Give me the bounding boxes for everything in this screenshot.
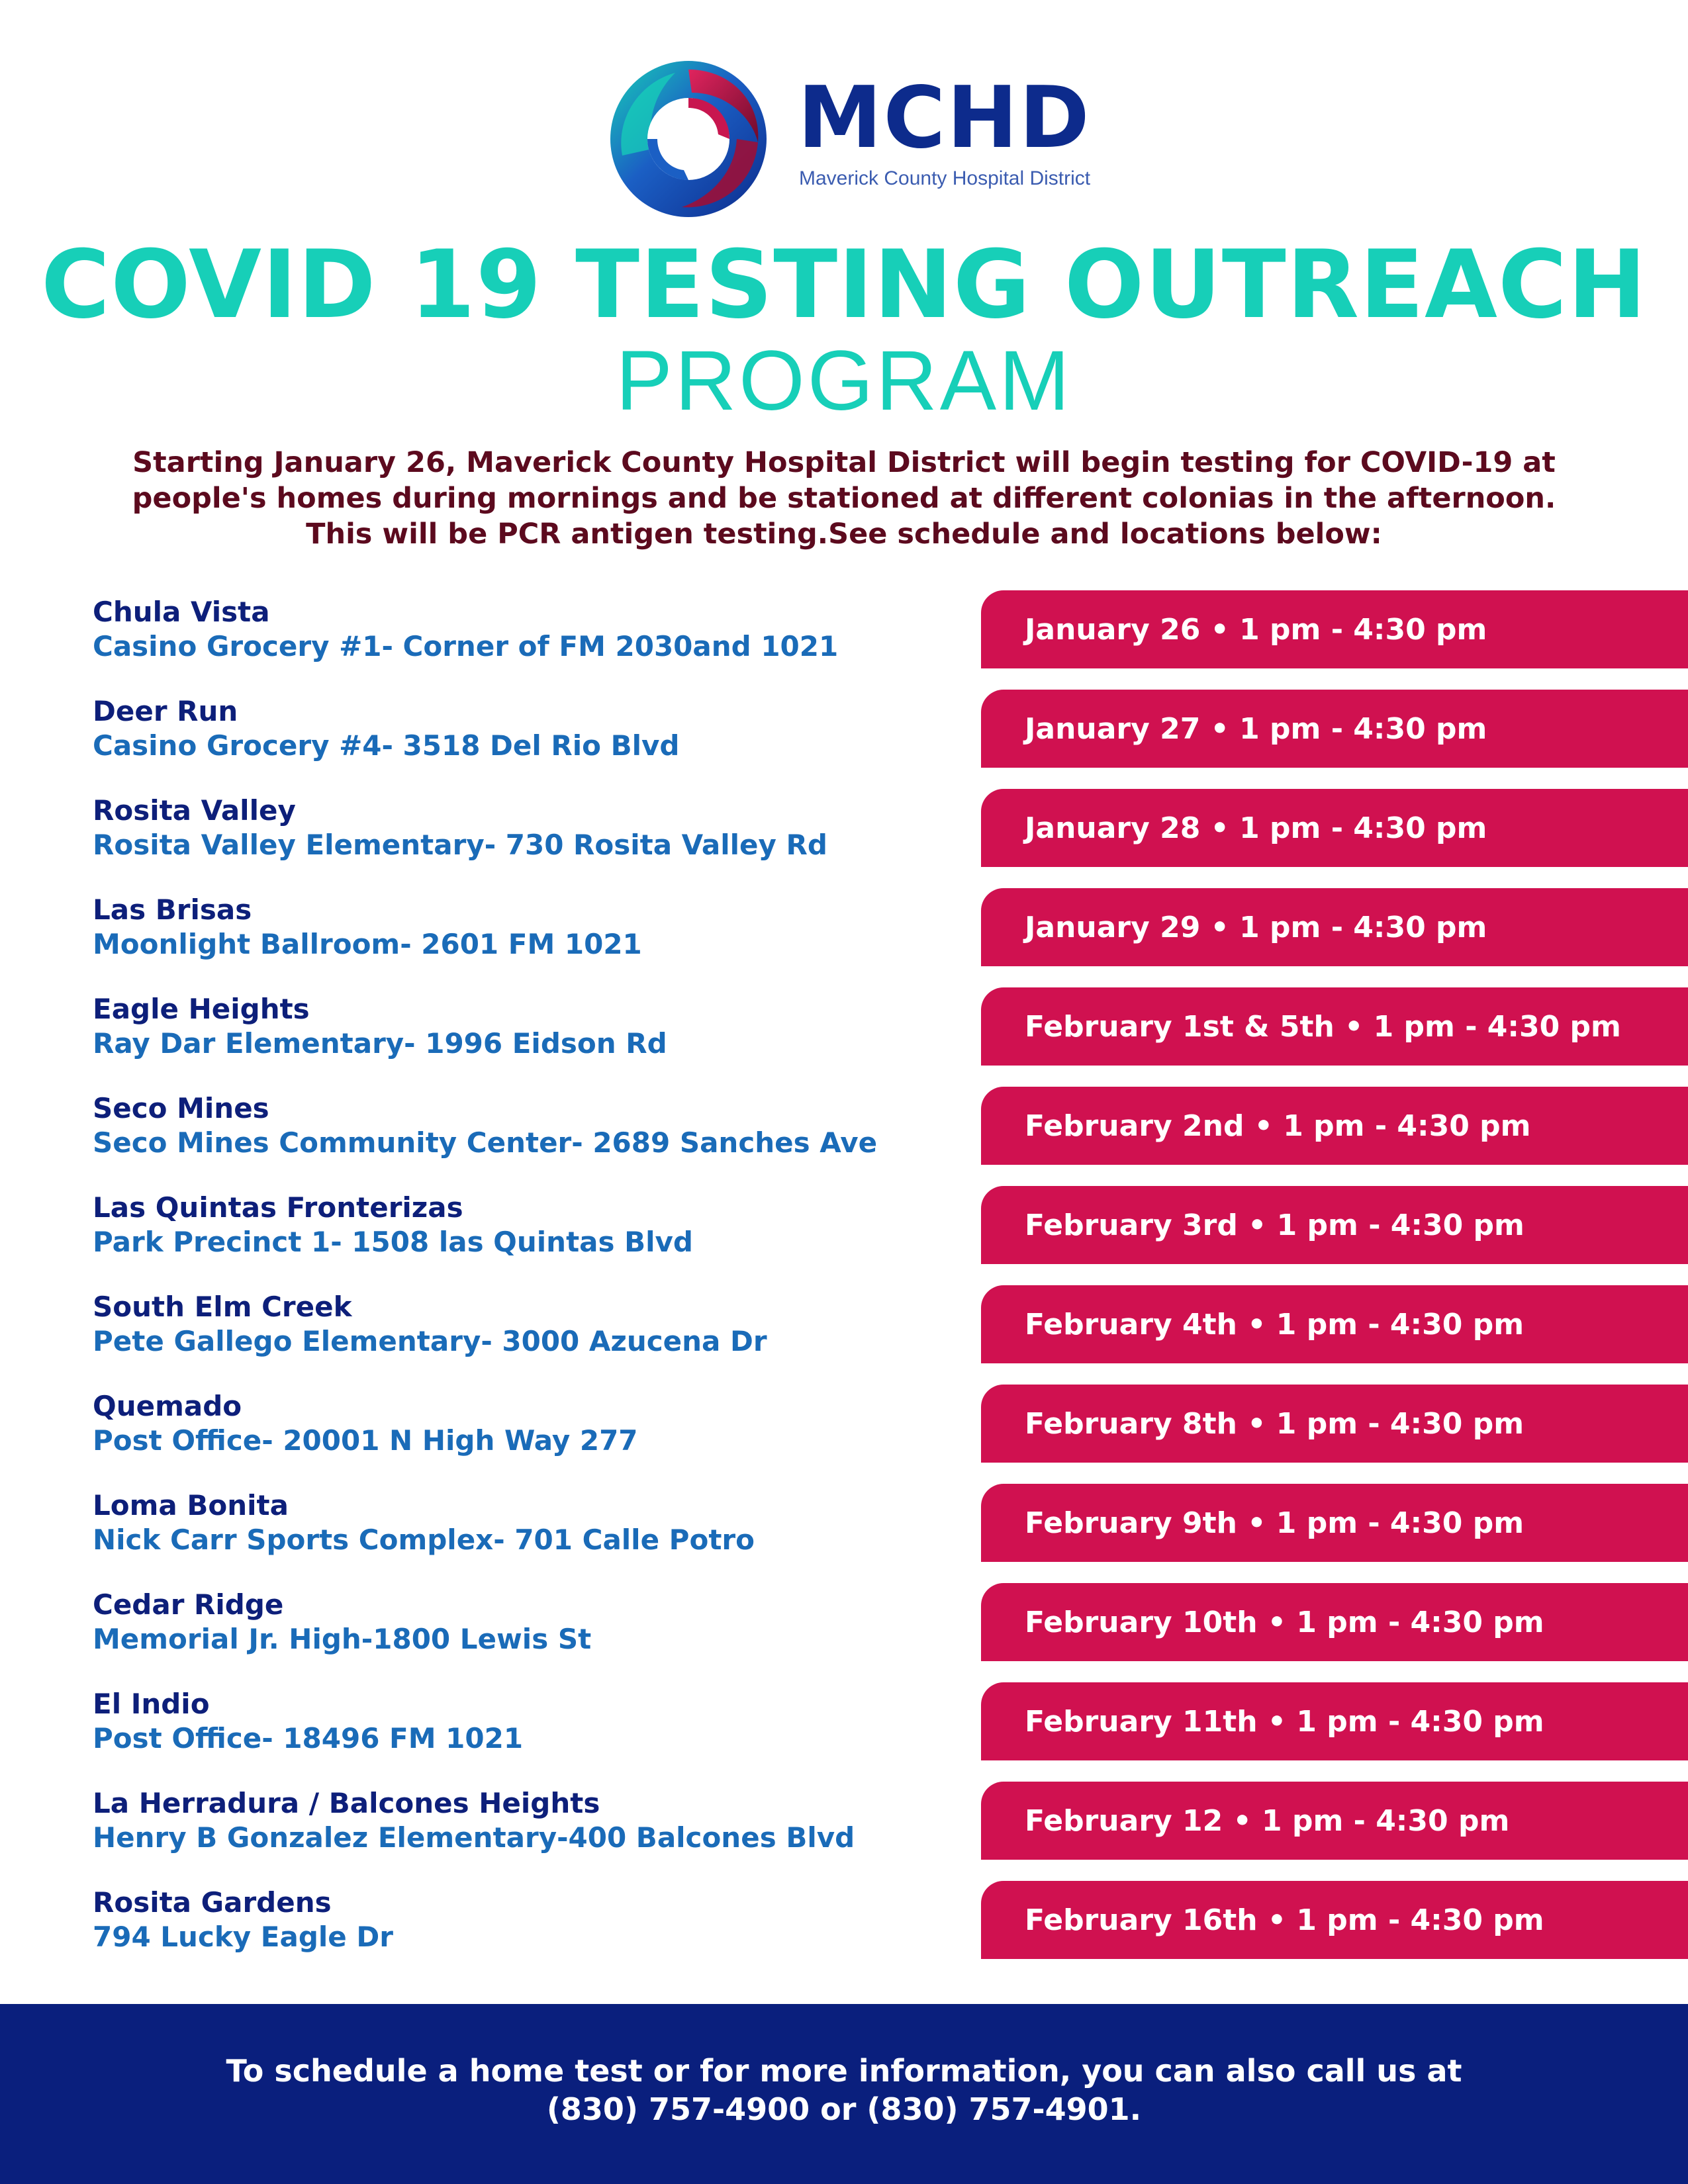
schedule-row — [0, 1787, 1688, 1886]
schedule-row — [0, 794, 1688, 893]
location-name: Chula Vista — [93, 596, 270, 628]
location-name: Cedar Ridge — [93, 1588, 284, 1621]
schedule-row — [0, 1291, 1688, 1390]
date-badge: February 10th • 1 pm - 4:30 pm — [981, 1583, 1688, 1661]
date-badge: February 11th • 1 pm - 4:30 pm — [981, 1682, 1688, 1760]
location-name: Loma Bonita — [93, 1489, 289, 1522]
contact-line-1: To schedule a home test or for more information, you can also call us at — [226, 2053, 1462, 2089]
date-badge: February 2nd • 1 pm - 4:30 pm — [981, 1087, 1688, 1165]
intro-line-3: This will be PCR antigen testing.See schedule and locations below: — [306, 518, 1382, 551]
location-name: Quemado — [93, 1390, 242, 1422]
location-address: Park Precinct 1- 1508 las Quintas Blvd — [93, 1226, 693, 1258]
location-address: Henry B Gonzalez Elementary-400 Balcones Blvd — [93, 1821, 855, 1854]
date-badge: January 26 • 1 pm - 4:30 pm — [981, 590, 1688, 668]
contact-footer — [0, 2004, 1688, 2184]
schedule-row — [0, 893, 1688, 993]
logo-subtitle: Maverick County Hospital District — [799, 167, 1091, 189]
location-name: Seco Mines — [93, 1092, 269, 1124]
location-address: Seco Mines Community Center- 2689 Sanches Ave — [93, 1126, 878, 1159]
location-address: Casino Grocery #4- 3518 Del Rio Blvd — [93, 729, 680, 762]
logo-wordmark: MCHD — [798, 69, 1091, 167]
location-address: 794 Lucky Eagle Dr — [93, 1921, 393, 1953]
date-badge: February 12 • 1 pm - 4:30 pm — [981, 1782, 1688, 1860]
location-address: Post Office- 20001 N High Way 277 — [93, 1424, 638, 1457]
intro-line-1: Starting January 26, Maverick County Hospital District will begin testing for COVID-19 at — [132, 446, 1556, 479]
mchd-logo — [606, 56, 1091, 222]
location-name: Eagle Heights — [93, 993, 310, 1025]
date-badge: February 9th • 1 pm - 4:30 pm — [981, 1484, 1688, 1562]
location-name: Las Quintas Fronterizas — [93, 1191, 463, 1224]
intro-paragraph — [66, 445, 1622, 552]
location-address: Rosita Valley Elementary- 730 Rosita Valley Rd — [93, 829, 827, 861]
location-name: Deer Run — [93, 695, 238, 727]
location-name: Las Brisas — [93, 893, 252, 926]
location-name: South Elm Creek — [93, 1291, 352, 1323]
schedule-row — [0, 1688, 1688, 1787]
location-name: El Indio — [93, 1688, 210, 1720]
date-badge: February 8th • 1 pm - 4:30 pm — [981, 1385, 1688, 1463]
page-subtitle: PROGRAM — [616, 334, 1072, 428]
schedule-row — [0, 695, 1688, 794]
schedule-row — [0, 1092, 1688, 1191]
schedule-row — [0, 596, 1688, 695]
location-name: Rosita Gardens — [93, 1886, 332, 1919]
schedule-row — [0, 1390, 1688, 1489]
contact-text — [66, 2052, 1622, 2128]
location-name: Rosita Valley — [93, 794, 296, 827]
date-badge: January 28 • 1 pm - 4:30 pm — [981, 789, 1688, 867]
location-address: Ray Dar Elementary- 1996 Eidson Rd — [93, 1027, 667, 1060]
date-badge: January 27 • 1 pm - 4:30 pm — [981, 690, 1688, 768]
schedule-row — [0, 1191, 1688, 1291]
location-address: Moonlight Ballroom- 2601 FM 1021 — [93, 928, 642, 960]
location-address: Post Office- 18496 FM 1021 — [93, 1722, 524, 1754]
page-title: COVID 19 TESTING OUTREACH — [40, 230, 1648, 340]
schedule-row — [0, 1489, 1688, 1588]
mchd-ring-logo-icon — [606, 56, 771, 222]
location-address: Nick Carr Sports Complex- 701 Calle Potro — [93, 1524, 755, 1556]
date-badge: February 1st & 5th • 1 pm - 4:30 pm — [981, 987, 1688, 1066]
date-badge: February 4th • 1 pm - 4:30 pm — [981, 1285, 1688, 1363]
location-address: Pete Gallego Elementary- 3000 Azucena Dr — [93, 1325, 767, 1357]
contact-phone-numbers: (830) 757-4900 or (830) 757-4901. — [546, 2091, 1142, 2127]
location-address: Casino Grocery #1- Corner of FM 2030and 1021 — [93, 630, 839, 662]
location-address: Memorial Jr. High-1800 Lewis St — [93, 1623, 592, 1655]
date-badge: January 29 • 1 pm - 4:30 pm — [981, 888, 1688, 966]
location-name: La Herradura / Balcones Heights — [93, 1787, 600, 1819]
schedule-row — [0, 1886, 1688, 1985]
schedule-row — [0, 993, 1688, 1092]
intro-line-2: people's homes during mornings and be stationed at different colonias in the afternoon. — [132, 482, 1556, 515]
schedule-row — [0, 1588, 1688, 1688]
date-badge: February 16th • 1 pm - 4:30 pm — [981, 1881, 1688, 1959]
date-badge: February 3rd • 1 pm - 4:30 pm — [981, 1186, 1688, 1264]
